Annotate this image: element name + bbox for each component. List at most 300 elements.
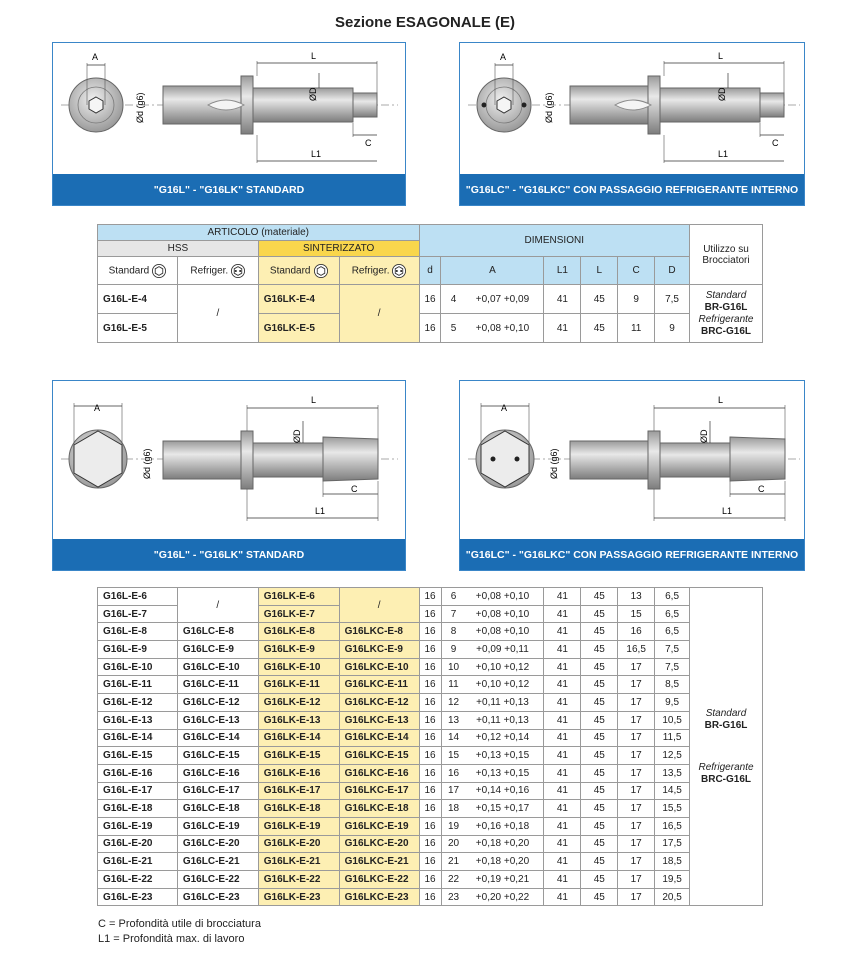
hexagon-coolant-icon (392, 264, 406, 278)
cell-hss-code: G16L-E-16 (98, 764, 178, 782)
cell-a (441, 817, 544, 835)
cell-a-value: 18 (447, 803, 460, 815)
cell-d: 16 (419, 729, 441, 747)
header-sint-standard (258, 257, 339, 285)
cell-a-value: 17 (447, 785, 460, 797)
cell-a-value: 19 (447, 820, 460, 832)
dim-label-a: A (92, 52, 99, 62)
cell-c: 17 (618, 676, 655, 694)
cell-l: 45 (581, 658, 618, 676)
cell-sint-refriger-code: G16LKC-E-19 (339, 817, 419, 835)
cell-l: 45 (581, 641, 618, 659)
cell-hss-code: G16L-E-13 (98, 711, 178, 729)
diagram-panel-bottom-right (459, 380, 805, 571)
dim-label-d: Ød (g6) (544, 92, 554, 123)
cell-c: 16,5 (618, 641, 655, 659)
cell-D: 7,5 (655, 658, 690, 676)
page-title: Sezione ESAGONALE (E) (334, 14, 516, 31)
cell-D: 12,5 (655, 747, 690, 765)
cell-l: 45 (581, 871, 618, 889)
table-row (98, 871, 763, 889)
cell-sint-refriger-code: G16LKC-E-17 (339, 782, 419, 800)
cell-c: 17 (618, 782, 655, 800)
table-row (98, 588, 763, 606)
cell-l: 45 (581, 853, 618, 871)
cell-a-tolerance: +0,08 +0,10 (475, 608, 530, 620)
cell-a-tolerance: +0,09 +0,11 (476, 643, 529, 655)
cell-a-tolerance: +0,08 +0,10 (475, 590, 530, 602)
cell-sint-code: G16LK-E-13 (258, 711, 339, 729)
cell-hss-refriger-code: G16LC-E-16 (177, 764, 258, 782)
table-row (98, 888, 763, 906)
cell-D: 6,5 (655, 605, 690, 623)
cell-a-tolerance: +0,07 +0,09 (475, 293, 530, 305)
cell-c: 15 (618, 605, 655, 623)
cell-sint-code: G16LK-E-6 (258, 588, 339, 606)
cell-sint-code: G16LK-E-11 (258, 676, 339, 694)
cell-D: 10,5 (655, 711, 690, 729)
cell-l1: 41 (544, 641, 581, 659)
cell-l: 45 (581, 676, 618, 694)
cell-a (441, 888, 544, 906)
cell-a-tolerance: +0,18 +0,20 (475, 838, 530, 850)
cell-hss-refriger-code: G16LC-E-12 (177, 694, 258, 712)
cell-hss-refriger-code: G16LC-E-20 (177, 835, 258, 853)
cell-sint-code: G16LK-E-16 (258, 764, 339, 782)
cell-c: 17 (618, 711, 655, 729)
cell-sint-refriger-code: G16LKC-E-16 (339, 764, 419, 782)
broach-drawing-small-coolant (460, 43, 804, 175)
cell-a-tolerance: +0,14 +0,16 (475, 785, 530, 797)
cell-d: 16 (419, 641, 441, 659)
cell-d: 16 (419, 800, 441, 818)
cell-d: 16 (419, 658, 441, 676)
cell-l: 45 (581, 747, 618, 765)
cell-c: 17 (618, 764, 655, 782)
cell-a-tolerance: +0,08 +0,10 (475, 322, 530, 334)
dim-label-l: L (718, 51, 724, 61)
cell-l1: 41 (544, 729, 581, 747)
cell-a-tolerance: +0,19 +0,21 (475, 873, 530, 885)
cell-sint-refriger-code: G16LKC-E-13 (339, 711, 419, 729)
cell-a (441, 605, 544, 623)
header-c: C (618, 257, 655, 285)
cell-a (441, 694, 544, 712)
cell-hss-code: G16L-E-10 (98, 658, 178, 676)
cell-l1: 41 (544, 782, 581, 800)
cell-D: 9 (655, 314, 690, 343)
cell-a-value: 5 (450, 322, 457, 334)
footnotes (98, 917, 261, 947)
cell-a (441, 853, 544, 871)
cell-D: 7,5 (655, 641, 690, 659)
util-standard-value: BR-G16L (704, 301, 748, 313)
header-utilizzo: Utilizzo su Brocciatori (689, 225, 762, 285)
hexagon-icon (152, 264, 166, 278)
dim-label-c: C (758, 484, 765, 494)
cell-d: 16 (419, 817, 441, 835)
header-l1: L1 (544, 257, 581, 285)
cell-hss-code: G16L-E-7 (98, 605, 178, 623)
cell-hss-code: G16L-E-8 (98, 623, 178, 641)
cell-a-value: 20 (447, 838, 460, 850)
cell-l1: 41 (544, 888, 581, 906)
spec-table-small (97, 224, 763, 343)
cell-l: 45 (581, 835, 618, 853)
cell-c: 17 (618, 871, 655, 889)
utilizzo-cell (689, 285, 762, 343)
broach-drawing-small-standard (53, 43, 405, 175)
cell-hss-code: G16L-E-21 (98, 853, 178, 871)
cell-l1: 41 (544, 835, 581, 853)
cell-d: 16 (419, 782, 441, 800)
cell-sint-refriger-code: G16LKC-E-15 (339, 747, 419, 765)
cell-l: 45 (581, 764, 618, 782)
table-row (98, 641, 763, 659)
dim-label-l1: L1 (718, 149, 729, 159)
cell-hss-refriger-code: G16LC-E-11 (177, 676, 258, 694)
cell-a-value: 13 (447, 714, 460, 726)
cell-hss-code: G16L-E-19 (98, 817, 178, 835)
util-standard-label: Standard (705, 289, 747, 301)
cell-hss-refriger-code: G16LC-E-15 (177, 747, 258, 765)
cell-a (441, 871, 544, 889)
cell-l: 45 (581, 605, 618, 623)
dim-label-d: Ød (g6) (142, 448, 152, 479)
cell-hss-refriger-code: G16LC-E-8 (177, 623, 258, 641)
cell-sint-refriger-code: G16LKC-E-21 (339, 853, 419, 871)
cell-a (441, 800, 544, 818)
dim-label-d: Ød (g6) (549, 448, 559, 479)
cell-l1: 41 (544, 314, 581, 343)
cell-d: 16 (419, 676, 441, 694)
header-l: L (581, 257, 618, 285)
cell-sint-code: G16LK-E-10 (258, 658, 339, 676)
cell-l: 45 (581, 711, 618, 729)
cell-l1: 41 (544, 817, 581, 835)
cell-a-tolerance: +0,10 +0,12 (475, 661, 530, 673)
panel-caption: "G16LC" - "G16LKC" CON PASSAGGIO REFRIGERANTE INTERNO (460, 174, 804, 205)
cell-D: 9,5 (655, 694, 690, 712)
cell-hss-code: G16L-E-4 (98, 285, 178, 314)
cell-D: 13,5 (655, 764, 690, 782)
cell-sint-code: G16LK-E-12 (258, 694, 339, 712)
dim-label-D: ØD (717, 87, 727, 101)
cell-a (441, 729, 544, 747)
cell-sint-refriger-code: G16LKC-E-23 (339, 888, 419, 906)
hexagon-icon (314, 264, 328, 278)
cell-a-value: 21 (447, 856, 460, 868)
cell-sint-refriger-code: G16LKC-E-20 (339, 835, 419, 853)
broach-drawing-large-standard (53, 381, 405, 539)
diagram-panel-bottom-left (52, 380, 406, 571)
cell-a-value: 14 (447, 732, 460, 744)
cell-hss-refriger-code: G16LC-E-22 (177, 871, 258, 889)
cell-sint-refriger-code: G16LKC-E-14 (339, 729, 419, 747)
cell-D: 16,5 (655, 817, 690, 835)
header-hss: HSS (98, 241, 259, 257)
cell-l: 45 (581, 800, 618, 818)
cell-D: 7,5 (655, 285, 690, 314)
cell-l1: 41 (544, 764, 581, 782)
cell-c: 17 (618, 658, 655, 676)
cell-c: 16 (618, 623, 655, 641)
cell-c: 17 (618, 835, 655, 853)
header-label: Refriger. (190, 265, 229, 277)
cell-D: 8,5 (655, 676, 690, 694)
cell-a-tolerance: +0,15 +0,17 (475, 803, 530, 815)
cell-hss-refriger-code: G16LC-E-19 (177, 817, 258, 835)
cell-sint-code: G16LK-E-20 (258, 835, 339, 853)
cell-hss-code: G16L-E-9 (98, 641, 178, 659)
cell-l: 45 (581, 588, 618, 606)
cell-d: 16 (419, 623, 441, 641)
cell-D: 20,5 (655, 888, 690, 906)
cell-a (441, 641, 544, 659)
cell-d: 16 (419, 285, 441, 314)
table-row (98, 658, 763, 676)
cell-a-tolerance: +0,18 +0,20 (475, 856, 530, 868)
util-refrigerante-value: BRC-G16L (700, 325, 751, 337)
cell-sint-refriger-code: G16LKC-E-18 (339, 800, 419, 818)
cell-sint-refriger-code: G16LKC-E-10 (339, 658, 419, 676)
dim-label-D: ØD (292, 429, 302, 443)
cell-l1: 41 (544, 623, 581, 641)
cell-sint-code: G16LK-E-22 (258, 871, 339, 889)
cell-d: 16 (419, 588, 441, 606)
cell-hss-refriger-code: G16LC-E-18 (177, 800, 258, 818)
table-row (98, 817, 763, 835)
cell-D: 6,5 (655, 588, 690, 606)
dim-label-l1: L1 (722, 506, 733, 516)
table-row (98, 764, 763, 782)
cell-hss-code: G16L-E-12 (98, 694, 178, 712)
table-row (98, 853, 763, 871)
cell-D: 14,5 (655, 782, 690, 800)
dim-label-c: C (365, 138, 372, 148)
cell-a-value: 11 (448, 679, 459, 691)
cell-l: 45 (581, 314, 618, 343)
dim-label-l: L (311, 395, 317, 405)
cell-D: 11,5 (655, 729, 690, 747)
cell-hss-refriger-code: G16LC-E-21 (177, 853, 258, 871)
dim-label-l: L (718, 395, 724, 405)
cell-sint-refriger-slash: / (339, 588, 419, 623)
cell-l: 45 (581, 817, 618, 835)
cell-hss-code: G16L-E-6 (98, 588, 178, 606)
table-row (98, 835, 763, 853)
cell-l1: 41 (544, 658, 581, 676)
cell-a-value: 10 (447, 661, 460, 673)
cell-sint-refriger-code: G16LKC-E-12 (339, 694, 419, 712)
cell-a-value: 7 (450, 608, 457, 620)
table-row (98, 711, 763, 729)
cell-l: 45 (581, 285, 618, 314)
table-row (98, 676, 763, 694)
cell-a (441, 314, 544, 343)
header-label: Standard (108, 265, 150, 277)
cell-hss-refriger-slash: / (177, 285, 258, 343)
util-refrigerante-label: Refrigerante (698, 313, 754, 325)
cell-a-tolerance: +0,10 +0,12 (475, 679, 530, 691)
cell-a-value: 4 (450, 293, 457, 305)
cell-hss-refriger-code: G16LC-E-23 (177, 888, 258, 906)
cell-d: 16 (419, 694, 441, 712)
cell-a-tolerance: +0,12 +0,14 (475, 732, 530, 744)
cell-c: 17 (618, 800, 655, 818)
cell-a (441, 588, 544, 606)
panel-caption: "G16L" - "G16LK" STANDARD (53, 539, 405, 570)
cell-hss-code: G16L-E-5 (98, 314, 178, 343)
cell-l1: 41 (544, 285, 581, 314)
header-label: Standard (269, 265, 311, 277)
cell-l1: 41 (544, 711, 581, 729)
cell-l: 45 (581, 729, 618, 747)
cell-c: 11 (618, 314, 655, 343)
cell-l: 45 (581, 782, 618, 800)
header-sinterizzato: SINTERIZZATO (258, 241, 419, 257)
dim-label-c: C (351, 484, 358, 494)
cell-sint-refriger-slash: / (339, 285, 419, 343)
cell-c: 17 (618, 729, 655, 747)
cell-a (441, 782, 544, 800)
cell-l: 45 (581, 888, 618, 906)
table-row (98, 800, 763, 818)
cell-sint-code: G16LK-E-17 (258, 782, 339, 800)
cell-l1: 41 (544, 676, 581, 694)
header-d: d (419, 257, 441, 285)
cell-l1: 41 (544, 747, 581, 765)
cell-sint-code: G16LK-E-19 (258, 817, 339, 835)
cell-l1: 41 (544, 800, 581, 818)
panel-caption: "G16L" - "G16LK" STANDARD (53, 174, 405, 205)
broach-drawing-large-coolant (460, 381, 804, 539)
cell-a-value: 15 (447, 750, 460, 762)
cell-sint-code: G16LK-E-23 (258, 888, 339, 906)
cell-sint-code: G16LK-E-7 (258, 605, 339, 623)
cell-l1: 41 (544, 694, 581, 712)
cell-hss-code: G16L-E-15 (98, 747, 178, 765)
cell-hss-code: G16L-E-22 (98, 871, 178, 889)
cell-D: 6,5 (655, 623, 690, 641)
dim-label-c: C (772, 138, 779, 148)
hexagon-coolant-icon (231, 264, 245, 278)
cell-hss-refriger-code: G16LC-E-17 (177, 782, 258, 800)
table-row (98, 782, 763, 800)
dim-label-d: Ød (g6) (135, 92, 145, 123)
utilizzo-cell (690, 588, 763, 906)
cell-c: 17 (618, 694, 655, 712)
cell-sint-code: G16LK-E-5 (258, 314, 339, 343)
cell-hss-code: G16L-E-18 (98, 800, 178, 818)
cell-c: 13 (618, 588, 655, 606)
cell-a (441, 835, 544, 853)
cell-sint-refriger-code: G16LKC-E-9 (339, 641, 419, 659)
cell-a-tolerance: +0,20 +0,22 (475, 891, 530, 903)
cell-sint-code: G16LK-E-18 (258, 800, 339, 818)
header-D: D (655, 257, 690, 285)
cell-sint-code: G16LK-E-15 (258, 747, 339, 765)
header-label: Refriger. (351, 265, 390, 277)
cell-hss-code: G16L-E-17 (98, 782, 178, 800)
cell-sint-code: G16LK-E-21 (258, 853, 339, 871)
cell-sint-code: G16LK-E-4 (258, 285, 339, 314)
panel-caption: "G16LC" - "G16LKC" CON PASSAGGIO REFRIGERANTE INTERNO (460, 539, 804, 570)
cell-a (441, 747, 544, 765)
table-row (98, 285, 763, 314)
cell-d: 16 (419, 711, 441, 729)
diagram-panel-top-right (459, 42, 805, 206)
header-articolo: ARTICOLO (materiale) (98, 225, 420, 241)
cell-c: 17 (618, 888, 655, 906)
cell-l: 45 (581, 623, 618, 641)
cell-d: 16 (419, 605, 441, 623)
cell-a (441, 623, 544, 641)
cell-D: 18,5 (655, 853, 690, 871)
cell-a-tolerance: +0,11 +0,13 (476, 714, 529, 726)
table-row (98, 729, 763, 747)
dim-label-a: A (94, 403, 101, 413)
cell-d: 16 (419, 835, 441, 853)
cell-a-value: 22 (447, 873, 460, 885)
util-refrigerante-value: BRC-G16L (701, 773, 752, 785)
cell-a (441, 285, 544, 314)
cell-hss-refriger-code: G16LC-E-14 (177, 729, 258, 747)
cell-a (441, 658, 544, 676)
cell-a (441, 711, 544, 729)
cell-a-value: 9 (450, 643, 457, 655)
cell-sint-code: G16LK-E-8 (258, 623, 339, 641)
cell-l: 45 (581, 694, 618, 712)
header-sint-refriger (339, 257, 419, 285)
cell-D: 15,5 (655, 800, 690, 818)
cell-hss-refriger-code: G16LC-E-9 (177, 641, 258, 659)
cell-d: 16 (419, 888, 441, 906)
dim-label-l: L (311, 51, 317, 61)
cell-hss-code: G16L-E-11 (98, 676, 178, 694)
cell-a-value: 16 (447, 767, 460, 779)
header-hss-refriger (177, 257, 258, 285)
header-hss-standard (98, 257, 178, 285)
cell-hss-code: G16L-E-23 (98, 888, 178, 906)
dim-label-l1: L1 (315, 506, 326, 516)
cell-a (441, 676, 544, 694)
cell-hss-code: G16L-E-20 (98, 835, 178, 853)
cell-a-value: 12 (447, 696, 460, 708)
dim-label-a: A (501, 403, 508, 413)
diagram-panel-top-left (52, 42, 406, 206)
cell-hss-code: G16L-E-14 (98, 729, 178, 747)
cell-a (441, 764, 544, 782)
cell-sint-refriger-code: G16LKC-E-11 (339, 676, 419, 694)
cell-d: 16 (419, 853, 441, 871)
cell-c: 17 (618, 817, 655, 835)
cell-d: 16 (419, 314, 441, 343)
dim-label-l1: L1 (311, 149, 322, 159)
util-standard-value: BR-G16L (704, 719, 748, 731)
table-row (98, 623, 763, 641)
cell-sint-code: G16LK-E-9 (258, 641, 339, 659)
util-standard-label: Standard (705, 707, 747, 719)
cell-hss-refriger-code: G16LC-E-10 (177, 658, 258, 676)
cell-hss-refriger-slash: / (177, 588, 258, 623)
cell-a-tolerance: +0,13 +0,15 (475, 767, 530, 779)
cell-l1: 41 (544, 605, 581, 623)
util-refrigerante-label: Refrigerante (698, 761, 754, 773)
cell-d: 16 (419, 764, 441, 782)
cell-a-tolerance: +0,08 +0,10 (475, 626, 530, 638)
header-a: A (441, 257, 544, 285)
